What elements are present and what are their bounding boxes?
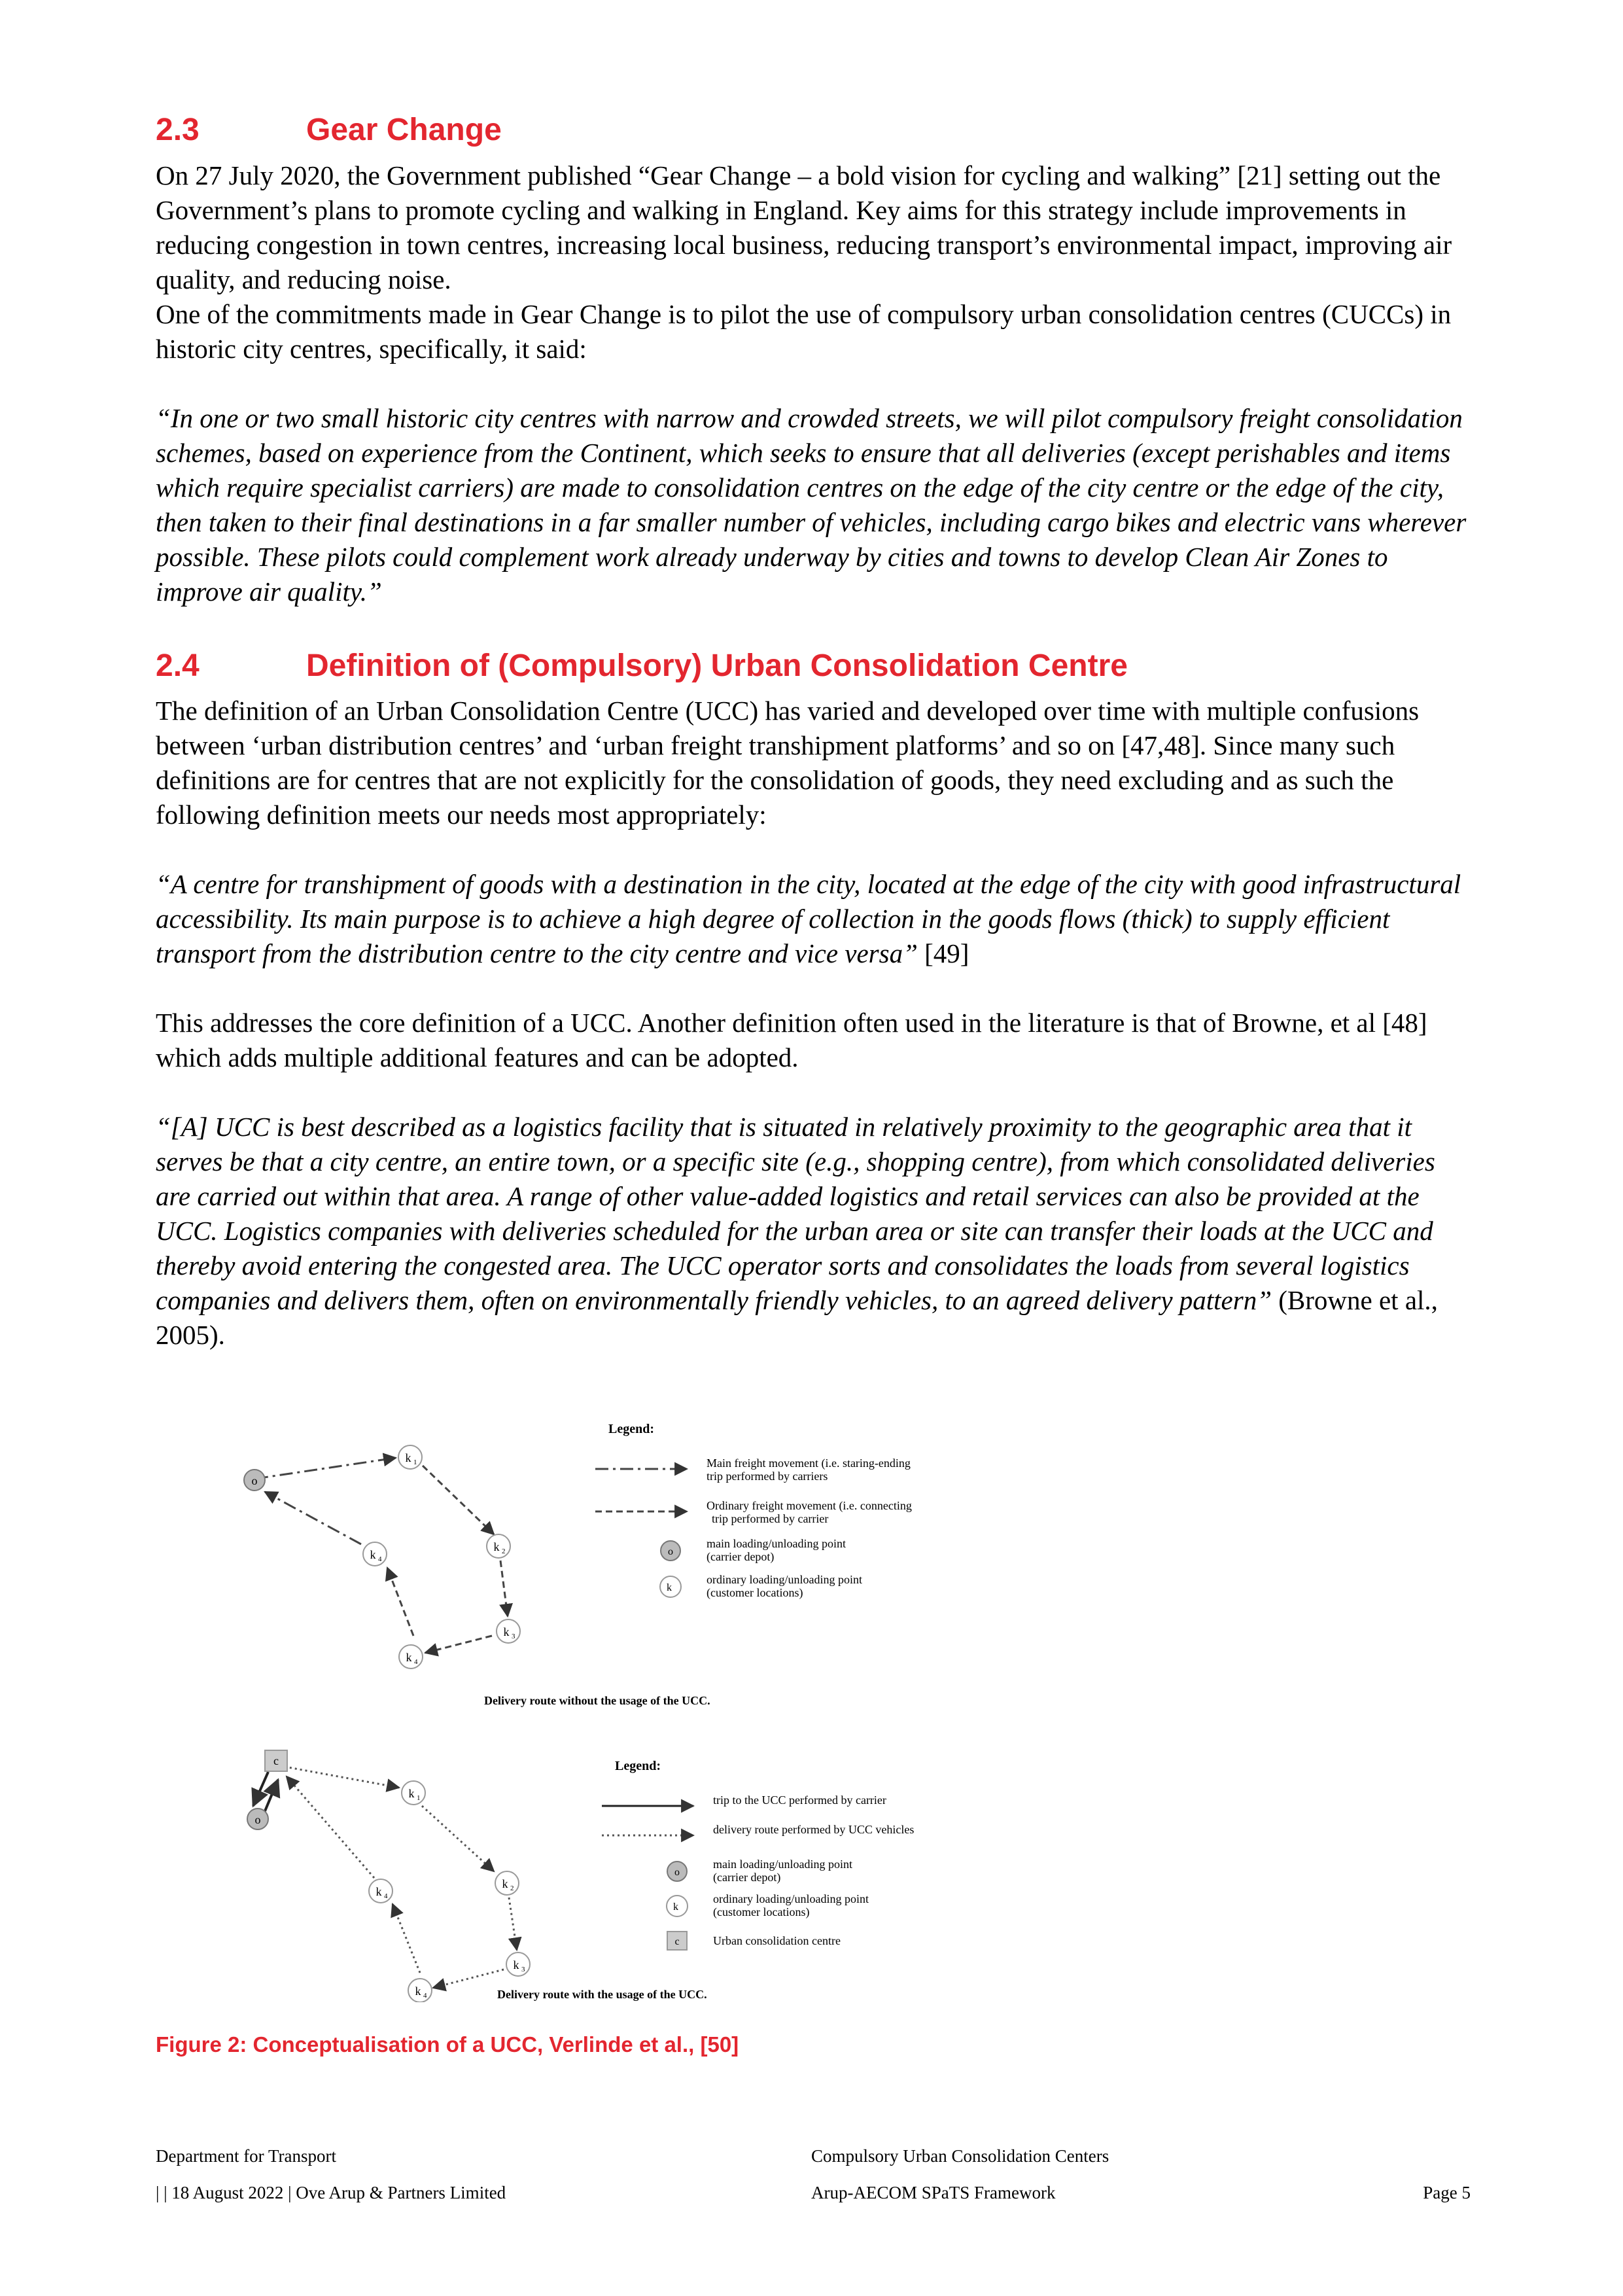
legend-title: Legend:: [615, 1759, 661, 1773]
customer-node: [408, 1979, 432, 2002]
quote: “In one or two small historic city centres with narrow and crowded streets, we will pilot compulsory freight consolidation schemes, based on experience from the Continent, which seeks to ensure that all deliveries (except perishables and items which require specialist carriers) are made to consolidation centres on the edge of the city centre or the edge of the city, then taken to their final destinations in a far smaller number of vehicles, including cargo bikes and electric vans wherever possible. These pilots could complement work already underway by cities and towns to develop Clean Air Zones to improve air quality.”: [156, 402, 1467, 607]
ordinary-freight-arrow: [387, 1568, 413, 1636]
svg-text:k: k: [503, 1625, 510, 1638]
svg-text:k: k: [408, 1787, 415, 1800]
svg-text:1: 1: [417, 1794, 421, 1802]
reference: [49]: [917, 938, 969, 969]
ucc-delivery-arrow: [285, 1767, 399, 1788]
ucc-delivery-arrow: [509, 1898, 517, 1950]
svg-text:1: 1: [413, 1458, 417, 1466]
main-freight-arrow: [265, 1492, 361, 1544]
customer-node: [506, 1952, 530, 1976]
section-heading-2-3: 2.3 Gear Change: [156, 113, 502, 147]
svg-text:ordinary loading/unloading poi: ordinary loading/unloading point: [707, 1573, 862, 1586]
svg-text:o: o: [674, 1867, 680, 1878]
diagram-caption: Delivery route without the usage of the UCC.: [484, 1694, 710, 1707]
customer-node: [497, 1619, 520, 1643]
svg-text:2: 2: [510, 1884, 514, 1892]
footer-page-number: Page 5: [1423, 2183, 1471, 2202]
svg-text:4: 4: [414, 1658, 418, 1666]
svg-text:k: k: [513, 1958, 519, 1971]
svg-text:c: c: [273, 1754, 279, 1767]
svg-text:k: k: [406, 1651, 412, 1664]
svg-text:delivery route performed by UC: delivery route performed by UCC vehicles: [713, 1823, 915, 1836]
svg-text:(customer locations): (customer locations): [713, 1905, 810, 1918]
svg-text:trip to the UCC performed by c: trip to the UCC performed by carrier: [713, 1793, 886, 1807]
page-body: [156, 111, 1471, 1352]
reference: (Browne et al., 2005).: [156, 1285, 1438, 1351]
paragraph: The definition of an Urban Consolidation Centre (UCC) has varied and developed over time with multiple confusions between ‘urban distribution centres’ and ‘urban freight transhipment platforms’ and so on [47,48]. Since many such definitions are for centres that are not explicitly for the consolidation of goods, they need excluding and as such the following definition meets our needs most appropriately:: [156, 696, 1420, 830]
diagram-caption: Delivery route with the usage of the UCC.: [497, 1988, 707, 2001]
figure-caption: Figure 2: Conceptualisation of a UCC, Verlinde et al., [50]: [156, 2032, 739, 2057]
svg-text:k: k: [415, 1985, 421, 1998]
customer-node: [495, 1871, 519, 1895]
svg-text:3: 3: [521, 1966, 525, 1973]
quote: “A centre for transhipment of goods with a destination in the city, located at the edge of the city with good infrastructural accessibility. Its main purpose is to achieve a high degree of collection in the goods flows (thick) to supply efficient transport from the distribution centre to the city centre and vice versa”: [156, 869, 1461, 969]
svg-text:main loading/unloading point: main loading/unloading point: [707, 1537, 846, 1550]
svg-text:trip performed by carriers: trip performed by carriers: [707, 1470, 828, 1483]
footer-framework: Arup-AECOM SPaTS Framework: [811, 2183, 1056, 2202]
quote-with-ref: [156, 867, 1471, 971]
svg-text:o: o: [251, 1474, 258, 1487]
svg-text:(carrier depot): (carrier depot): [713, 1871, 781, 1884]
customer-node: [369, 1879, 393, 1903]
main-freight-arrow: [255, 1458, 396, 1479]
customer-node: [487, 1534, 510, 1558]
svg-text:o: o: [668, 1546, 673, 1557]
ucc-delivery-arrow: [422, 1806, 494, 1871]
carrier-trip-arrow: [263, 1780, 278, 1816]
diagram-with-ucc: [247, 1750, 914, 2002]
svg-text:k: k: [493, 1540, 500, 1553]
quote-with-ref: [156, 1110, 1471, 1352]
svg-text:Ordinary freight movement (i.e: Ordinary freight movement (i.e. connecting: [707, 1499, 912, 1512]
ordinary-freight-arrow: [500, 1561, 508, 1616]
svg-text:3: 3: [512, 1633, 515, 1640]
svg-text:k: k: [405, 1451, 411, 1464]
svg-text:(customer locations): (customer locations): [707, 1586, 803, 1599]
customer-node: [363, 1542, 387, 1566]
svg-text:4: 4: [423, 1992, 427, 2000]
paragraph: This addresses the core definition of a UCC. Another definition often used in the literature is that of Browne, et al [48] which adds multiple additional features and can be adopted.: [156, 1008, 1427, 1073]
svg-text:trip performed by carrier: trip performed by carrier: [712, 1512, 829, 1525]
footer-date-line: | | 18 August 2022 | Ove Arup & Partners Limited: [156, 2183, 506, 2202]
svg-text:4: 4: [384, 1892, 388, 1900]
legend-title: Legend:: [608, 1422, 654, 1436]
ordinary-freight-arrow: [425, 1636, 492, 1653]
ucc-delivery-arrow: [393, 1904, 420, 1973]
svg-text:o: o: [254, 1813, 261, 1826]
svg-text:k: k: [673, 1901, 678, 1913]
ucc-diagram: [236, 1413, 981, 2002]
footer-department: Department for Transport: [156, 2146, 336, 2166]
svg-text:c: c: [674, 1936, 680, 1947]
svg-text:Main freight movement (i.e. st: Main freight movement (i.e. staring-ending: [707, 1457, 911, 1470]
svg-text:Urban consolidation centre: Urban consolidation centre: [713, 1934, 841, 1947]
svg-text:ordinary loading/unloading poi: ordinary loading/unloading point: [713, 1892, 869, 1905]
page-footer: [156, 2146, 1471, 2205]
ucc-delivery-arrow: [433, 1969, 504, 1988]
customer-node: [399, 1645, 423, 1669]
quote: “[A] UCC is best described as a logistics facility that is situated in relatively proximity to the geographic area that it serves be that a city centre, an entire town, or a specific site (e.g., shopping centre), from which consolidated deliveries are carried out within that area. A range of other value-added logistics and retail services can also be provided at the UCC. Logistics companies with deliveries scheduled for the urban area or site can transfer their loads at the UCC and thereby avoid entering the congested area. The UCC operator sorts and consolidates the loads from several logistics companies and delivers them, often on environmentally friendly vehicles, to an agreed delivery pattern”: [156, 1112, 1435, 1316]
section-heading-2-4: 2.4 Definition of (Compulsory) Urban Consolidation Centre: [156, 648, 1128, 683]
svg-text:k: k: [375, 1885, 382, 1898]
ucc-delivery-arrow: [287, 1776, 374, 1878]
ucc-diagram-svg: [236, 1413, 981, 2002]
svg-text:(carrier depot): (carrier depot): [707, 1550, 775, 1563]
customer-node: [402, 1781, 425, 1805]
svg-text:k: k: [667, 1582, 672, 1593]
footer-report-title: Compulsory Urban Consolidation Centers: [811, 2146, 1109, 2166]
ordinary-freight-arrow: [423, 1466, 494, 1534]
svg-text:k: k: [370, 1548, 376, 1561]
svg-text:main loading/unloading point: main loading/unloading point: [713, 1858, 852, 1871]
svg-text:4: 4: [378, 1555, 382, 1563]
svg-text:k: k: [502, 1877, 508, 1890]
svg-text:2: 2: [502, 1547, 506, 1555]
paragraph: On 27 July 2020, the Government published “Gear Change – a bold vision for cycling and walking” [21] setting out the Government’s plans to promote cycling and walking in England. Key aims for this strategy include improvements in reducing congestion in town centres, increasing local business, reducing transport’s environmental impact, improving air quality, and reducing noise.: [156, 160, 1452, 294]
carrier-trip-arrow: [253, 1772, 268, 1806]
paragraph: One of the commitments made in Gear Change is to pilot the use of compulsory urban consolidation centres (CUCCs) in historic city centres, specifically, it said:: [156, 298, 1452, 364]
customer-node: [398, 1445, 422, 1469]
diagram-without-ucc: [244, 1422, 912, 1707]
